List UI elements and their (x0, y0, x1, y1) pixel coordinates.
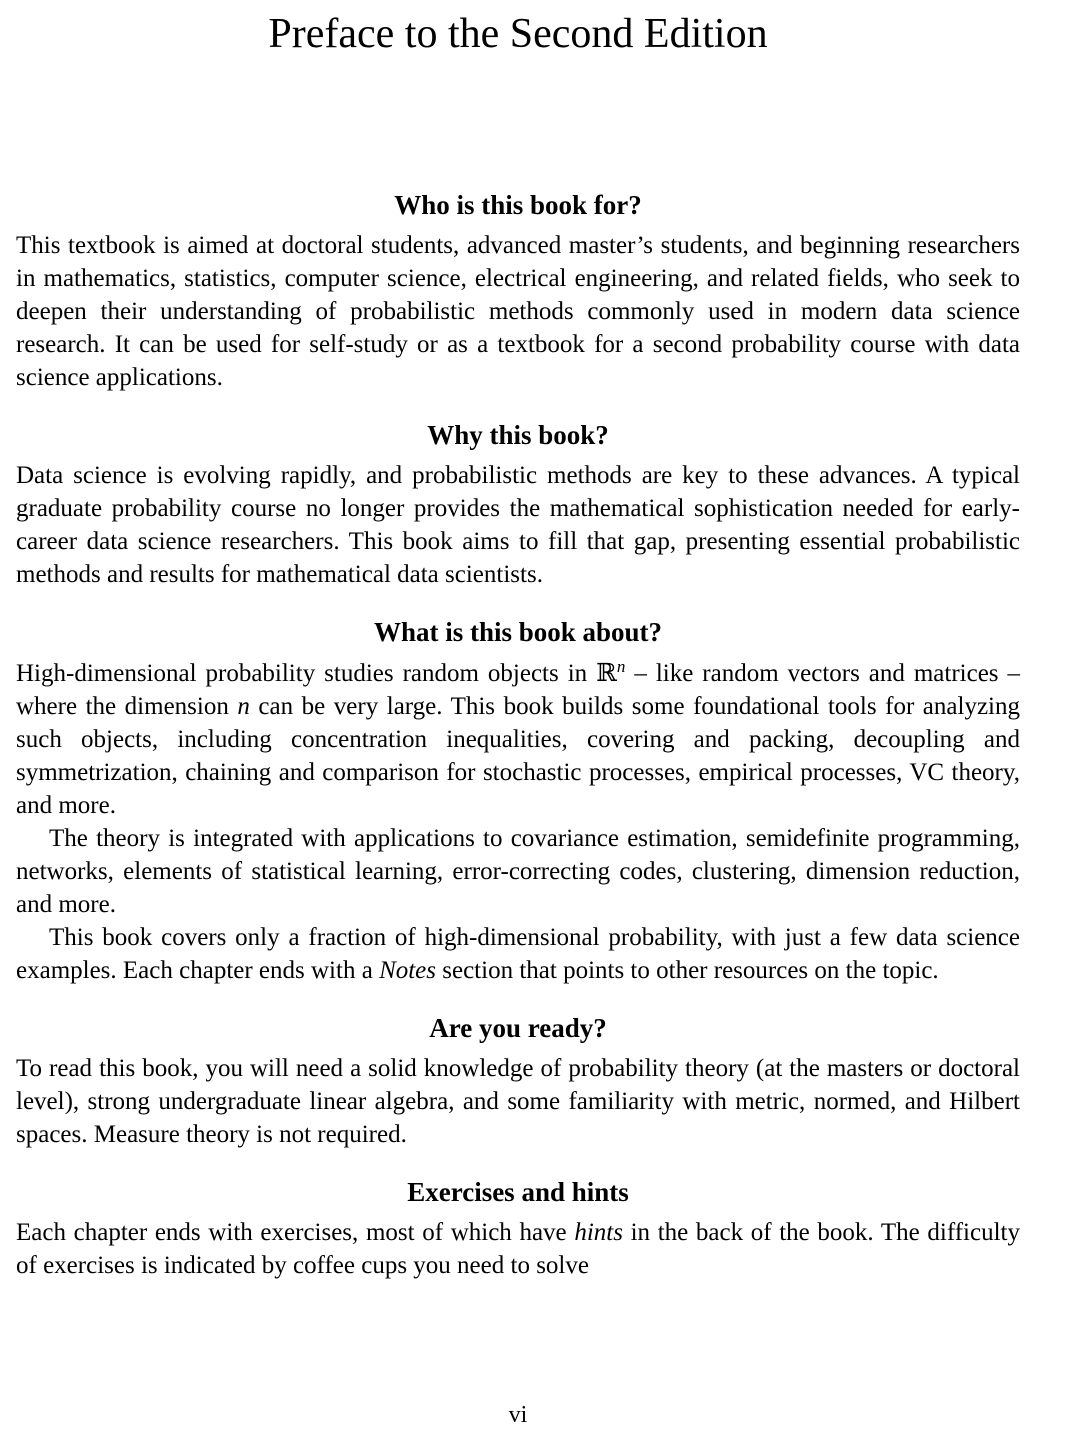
text-segment: – like random vectors and matrices – where the dimension (16, 660, 1021, 720)
paragraph (16, 1052, 1020, 1151)
section-who-is-this-book-for (16, 190, 1020, 394)
section-heading: Exercises and hints (407, 1177, 629, 1207)
section-are-you-ready (16, 1013, 1020, 1151)
paragraph (16, 229, 1020, 394)
text-segment: This book covers only a fraction of high-dimensional probability, with just a few data science examples. Each chapter ends with a (16, 924, 1020, 984)
section-heading: Why this book? (427, 420, 609, 450)
paragraph (16, 822, 1020, 921)
text-segment: section that points to other resources on the topic. (436, 957, 939, 984)
page-number: vi (508, 1402, 528, 1428)
section-heading: Who is this book for? (394, 190, 642, 220)
math-superscript-n: n (616, 657, 626, 676)
italic-word-hints: hints (574, 1219, 623, 1246)
paragraph (16, 1216, 1020, 1282)
italic-word-notes: Notes (379, 957, 437, 984)
section-what-is-this-book-about (16, 617, 1020, 987)
text-segment: This textbook is aimed at doctoral students, advanced master’s students, and beginning researchers in mathematics, statistics, computer science, electrical engineering, and related fields, who seek to deepen their understanding of probabilistic methods commonly used in modern data science research. It can be used for self-study or as a textbook for a second probability course with data science applications. (16, 232, 1020, 391)
text-segment: can be very large. This book builds some foundational tools for analyzing such objects, including concentration inequalities, covering and packing, decoupling and symmetrization, chaining and comparison for stochastic processes, empirical processes, VC theory, and more. (16, 693, 1020, 819)
text-segment: Data science is evolving rapidly, and probabilistic methods are key to these advances. A typical graduate probability course no longer provides the mathematical sophistication needed for early-career data science researchers. This book aims to fill that gap, presenting essential probabilistic methods and results for mathematical data scientists. (16, 462, 1020, 588)
text-segment: in the back of the book. The difficulty of exercises is indicated by coffee cups you need to solve (16, 1219, 1020, 1279)
text-segment: The theory is integrated with applications to covariance estimation, semidefinite programming, networks, elements of statistical learning, error-correcting codes, clustering, dimension reduction, and more. (16, 825, 1020, 918)
paragraph (16, 459, 1020, 591)
text-segment: High-dimensional probability studies random objects in (16, 660, 597, 687)
section-heading: What is this book about? (373, 617, 663, 647)
text-segment: Each chapter ends with exercises, most of which have (16, 1219, 575, 1246)
paragraph (16, 921, 1020, 987)
text-segment: To read this book, you will need a solid knowledge of probability theory (at the masters or doctoral level), strong undergraduate linear algebra, and some familiarity with metric, normed, and Hilbert spaces. Measure theory is not required. (16, 1055, 1020, 1148)
math-real-numbers-symbol: ℝ (596, 658, 617, 687)
section-heading: Are you ready? (429, 1013, 607, 1043)
paragraph (16, 656, 1020, 822)
section-exercises-and-hints (16, 1177, 1020, 1282)
section-why-this-book (16, 420, 1020, 591)
page-title: Preface to the Second Edition (268, 11, 768, 57)
math-variable-n: n (237, 693, 250, 720)
